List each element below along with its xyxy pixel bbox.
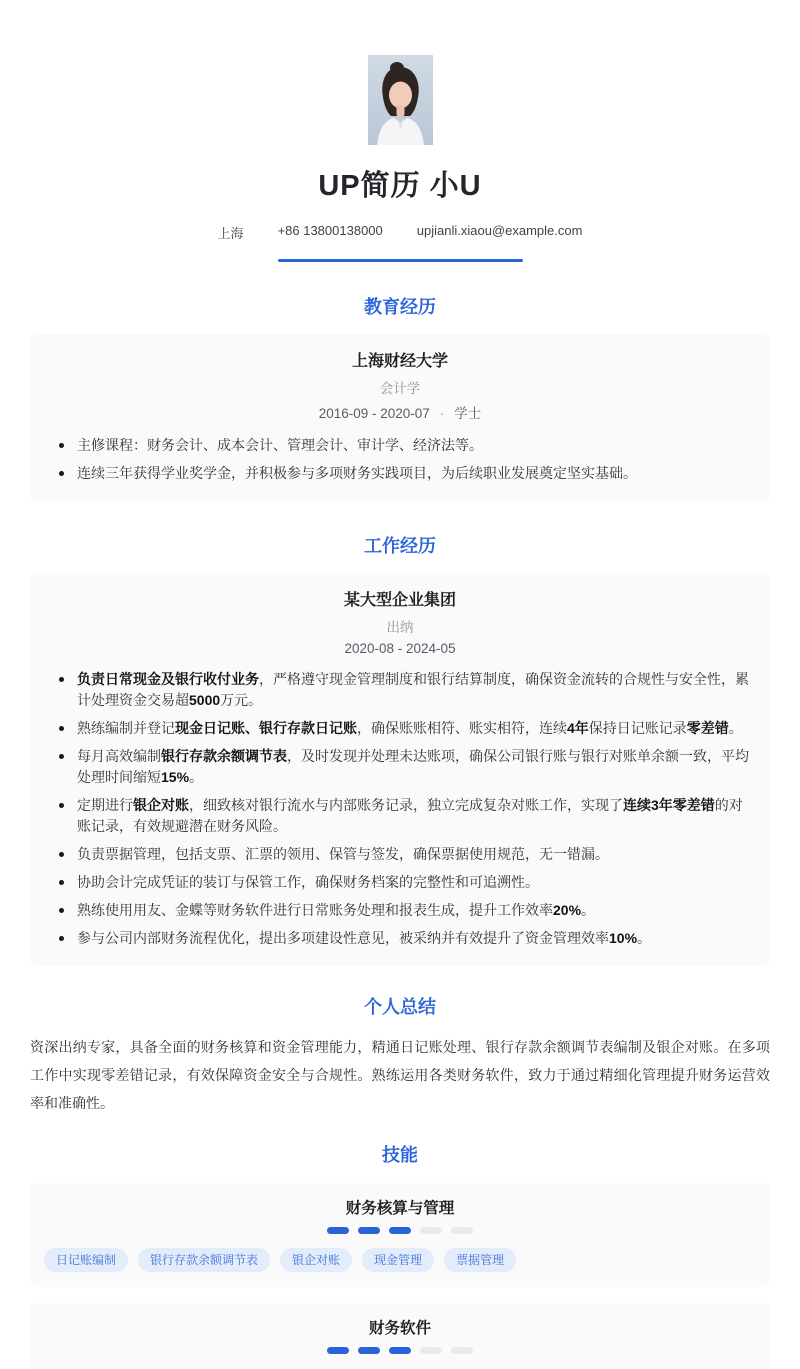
skill-level-indicator <box>44 1347 756 1354</box>
level-dot-filled <box>389 1347 411 1354</box>
section-title-summary: 个人总结 <box>364 997 436 1017</box>
contact-row <box>0 223 800 242</box>
skill-level-indicator <box>44 1227 756 1234</box>
bullet-item: 协助会计完成凭证的装订与保管工作，确保财务档案的完整性和可追溯性。 <box>50 872 750 893</box>
resume-header <box>0 0 800 262</box>
education-dates: 2016-09 - 2020-07 <box>318 406 430 421</box>
contact-location: 上海 <box>217 226 244 241</box>
level-dot-filled <box>327 1227 349 1234</box>
skill-tag: 日记账编制 <box>44 1248 128 1272</box>
skill-tag: 票据管理 <box>444 1248 516 1272</box>
skill-tags <box>44 1248 756 1272</box>
candidate-name: UP简历 小U <box>318 170 482 202</box>
skill-name: 财务软件 <box>368 1320 431 1337</box>
work-period: 2020-08 - 2024-05 <box>344 641 456 656</box>
school-name: 上海财经大学 <box>351 353 448 370</box>
education-period <box>50 402 750 422</box>
level-dot-empty <box>451 1347 473 1354</box>
section-title-work: 工作经历 <box>364 536 436 556</box>
bullet-item: 熟练编制并登记现金日记账、银行存款日记账，确保账账相符、账实相符，连续4年保持日记账记录零差错。 <box>50 718 750 739</box>
contact-phone: +86 13800138000 <box>277 223 383 238</box>
level-dot-empty <box>420 1227 442 1234</box>
header-divider <box>278 259 523 262</box>
bullet-item: 主修课程：财务会计、成本会计、管理会计、审计学、经济法等。 <box>50 435 750 456</box>
skill-card <box>30 1183 770 1287</box>
work-card <box>30 573 770 966</box>
education-bullet-list <box>50 435 750 484</box>
level-dot-filled <box>327 1347 349 1354</box>
work-bullet-list <box>50 669 750 949</box>
bullet-item: 连续三年获得学业奖学金，并积极参与多项财务实践项目，为后续职业发展奠定坚实基础。 <box>50 463 750 484</box>
skill-tag: 银企对账 <box>280 1248 352 1272</box>
bullet-item: 熟练使用用友、金蝶等财务软件进行日常账务处理和报表生成，提升工作效率20%。 <box>50 900 750 921</box>
profile-photo <box>368 55 433 145</box>
company-name: 某大型企业集团 <box>343 592 456 609</box>
skill-tag: 现金管理 <box>362 1248 434 1272</box>
education-card <box>30 334 770 501</box>
bullet-item: 定期进行银企对账，细致核对银行流水与内部账务记录，独立完成复杂对账工作，实现了连续3年零差错的对账记录，有效规避潜在财务风险。 <box>50 795 750 837</box>
dot-separator: · <box>439 406 445 421</box>
bullet-item: 负责票据管理，包括支票、汇票的领用、保管与签发，确保票据使用规范，无一错漏。 <box>50 844 750 865</box>
section-title-skills: 技能 <box>382 1145 418 1165</box>
skill-card <box>30 1303 770 1369</box>
skill-tag: 银行存款余额调节表 <box>138 1248 270 1272</box>
job-role: 出纳 <box>386 620 414 635</box>
major-name: 会计学 <box>379 381 421 396</box>
level-dot-filled <box>389 1227 411 1234</box>
avatar-illustration <box>368 55 433 145</box>
bullet-item: 参与公司内部财务流程优化，提出多项建设性意见，被采纳并有效提升了资金管理效率10%。 <box>50 928 750 949</box>
summary-paragraph: 资深出纳专家，具备全面的财务核算和资金管理能力，精通日记账处理、银行存款余额调节表编制及银企对账。在多项工作中实现零差错记录，有效保障资金安全与合规性。熟练运用各类财务软件，致力于通过精细化管理提升财务运营效率和准确性。 <box>30 1039 770 1111</box>
bullet-item: 负责日常现金及银行收付业务，严格遵守现金管理制度和银行结算制度，确保资金流转的合规性与安全性，累计处理资金交易超5000万元。 <box>50 669 750 711</box>
contact-email: upjianli.xiaou@example.com <box>416 223 583 238</box>
bullet-item: 每月高效编制银行存款余额调节表，及时发现并处理未达账项，确保公司银行账与银行对账单余额一致，平均处理时间缩短15%。 <box>50 746 750 788</box>
level-dot-empty <box>420 1347 442 1354</box>
skill-name: 财务核算与管理 <box>345 1200 455 1217</box>
degree-label: 学士 <box>454 406 482 421</box>
level-dot-empty <box>451 1227 473 1234</box>
level-dot-filled <box>358 1347 380 1354</box>
level-dot-filled <box>358 1227 380 1234</box>
section-title-education: 教育经历 <box>364 297 436 317</box>
skills-container <box>0 1183 800 1369</box>
